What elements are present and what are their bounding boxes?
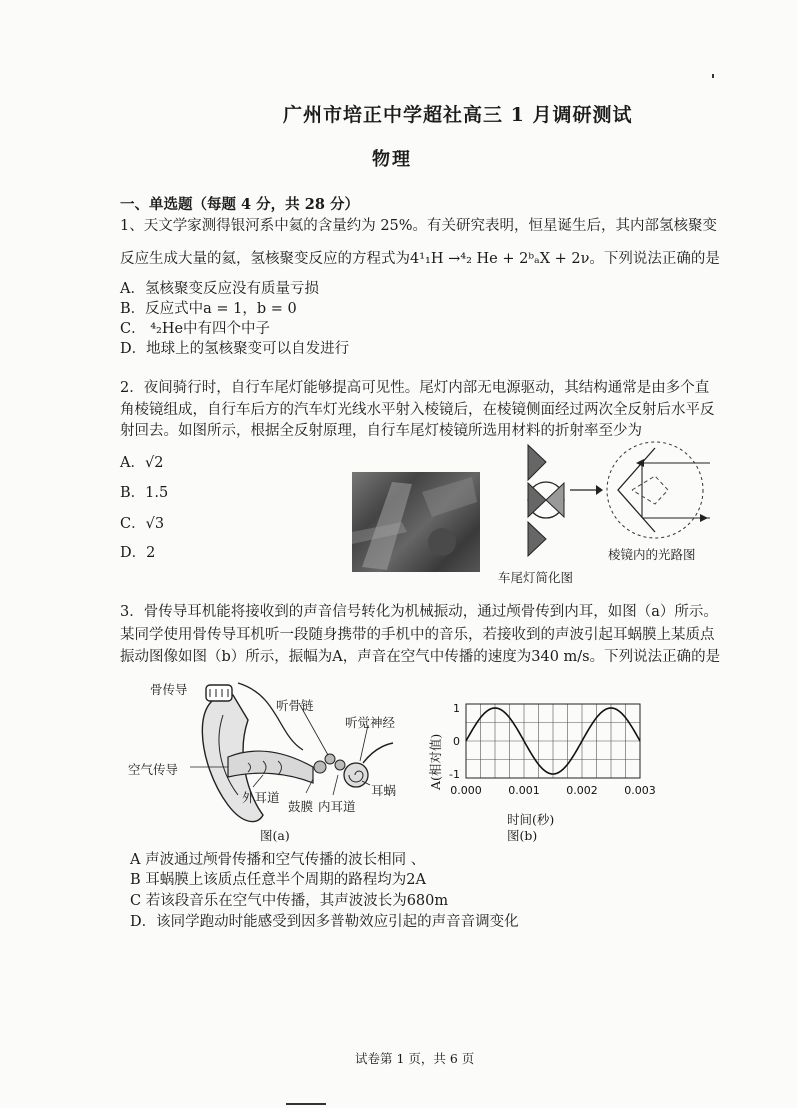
label-bone-conduction: 骨传导	[150, 682, 188, 697]
label-air-conduction: 空气传导	[128, 762, 179, 777]
prism-edges	[618, 448, 655, 532]
q2-option-b: B．1.5	[120, 485, 169, 501]
q1-option-c: C． ⁴₂He中有四个中子	[120, 321, 271, 337]
q3-option-b: B 耳蜗膜上该质点任意半个周期的路程均为2A	[130, 872, 426, 888]
label-auditory-nerve: 听觉神经	[345, 715, 396, 730]
x-tick-label: 0.000	[450, 784, 482, 797]
q1-option-a: A．氢核聚变反应没有质量亏损	[120, 281, 319, 297]
q3-option-a: A 声波通过颅骨传播和空气传播的波长相同 、	[130, 852, 426, 868]
q3-line3: 振动图像如图（b）所示，振幅为A，声音在空气中传播的速度为340 m/s。下列说法正确的是	[120, 649, 721, 665]
label-outer-canal: 外耳道	[242, 790, 280, 805]
prism-bottom	[528, 522, 546, 556]
auditory-nerve	[363, 743, 393, 763]
q2-option-c: C．√3	[120, 516, 165, 532]
q1-option-d: D．地球上的氢核聚变可以自发进行	[120, 341, 350, 357]
x-tick-label: 0.002	[566, 784, 598, 797]
chart-ylabel: A(相对值)	[428, 733, 443, 790]
q3-line1: 3．骨传导耳机能将接收到的声音信号转化为机械振动，通过颅骨传到内耳，如图（a）所示。	[120, 604, 718, 620]
taillight-diagram	[518, 440, 578, 565]
cochlea	[344, 763, 368, 787]
q3-line2: 某同学使用骨传导耳机听一段随身携带的手机中的音乐，若接收到的声波引起耳蜗膜上某质点	[120, 627, 715, 643]
y-tick-label: -1	[449, 768, 460, 781]
corner-mark	[712, 74, 714, 78]
label-inner-canal: 内耳道	[318, 799, 356, 814]
light-path-caption: 棱镜内的光路图	[608, 547, 696, 562]
arrow-icon	[568, 480, 604, 500]
taillight-photo-detail	[352, 472, 480, 572]
q1-line2: 反应生成大量的氦，氢核聚变反应的方程式为4¹₁H →⁴₂ He + 2ᵇₐX + 2ν。下列说法正确的是	[120, 251, 720, 267]
q2-line2: 角棱镜组成，自行车后方的汽车灯光线水平射入棱镜后，在棱镜侧面经过两次全反射后水平反	[120, 402, 715, 418]
label-cochlea: 耳蜗	[371, 783, 397, 798]
prism-top	[528, 445, 546, 480]
q2-option-a: A．√2	[120, 455, 164, 471]
bottom-mark	[286, 1103, 326, 1105]
prism-middle-right	[546, 483, 564, 517]
exam-title: 广州市培正中学超社高三 1 月调研测试	[283, 104, 633, 126]
page-footer: 试卷第 1 页，共 6 页	[355, 1051, 475, 1066]
q1-option-b: B．反应式中a = 1，b = 0	[120, 301, 297, 317]
prism-light-path	[600, 438, 715, 548]
y-tick-label: 1	[453, 702, 460, 715]
chart-xlabel: 时间(秒)	[507, 812, 555, 827]
q2-line1: 2．夜间骑行时，自行车尾灯能够提高可见性。尾灯内部无电源驱动，其结构通常是由多个直	[120, 380, 710, 396]
ear-diagram	[128, 675, 418, 840]
ossicles	[314, 761, 326, 773]
label-ossicles: 听骨链	[276, 698, 314, 713]
taillight-caption: 车尾灯简化图	[498, 570, 574, 585]
fig-b-caption: 图(b)	[507, 828, 538, 843]
vibration-chart	[428, 690, 668, 830]
q3-option-c: C 若该段音乐在空气中传播，其声波波长为680m	[130, 893, 449, 909]
dashed-circle	[607, 442, 703, 538]
taillight-photo	[352, 472, 480, 572]
x-tick-label: 0.003	[624, 784, 656, 797]
q2-line3: 射回去。如图所示，根据全反射原理，自行车尾灯棱镜所选用材料的折射率至少为	[120, 423, 642, 439]
label-eardrum: 鼓膜	[288, 799, 314, 814]
y-tick-label: 0	[453, 735, 460, 748]
q1-line1: 1、天文学家测得银河系中氦的含量约为 25%。有关研究表明，恒星诞生后，其内部氢核聚变	[120, 218, 718, 234]
x-tick-label: 0.001	[508, 784, 540, 797]
subject-title: 物理	[372, 149, 412, 170]
prism-middle	[528, 483, 546, 517]
q3-option-d: D．该同学跑动时能感受到因多普勒效应引起的声音音调变化	[130, 914, 519, 930]
fig-a-caption: 图(a)	[260, 828, 290, 843]
q2-option-d: D．2	[120, 545, 156, 561]
section-heading: 一、单选题（每题 4 分，共 28 分）	[120, 196, 359, 213]
